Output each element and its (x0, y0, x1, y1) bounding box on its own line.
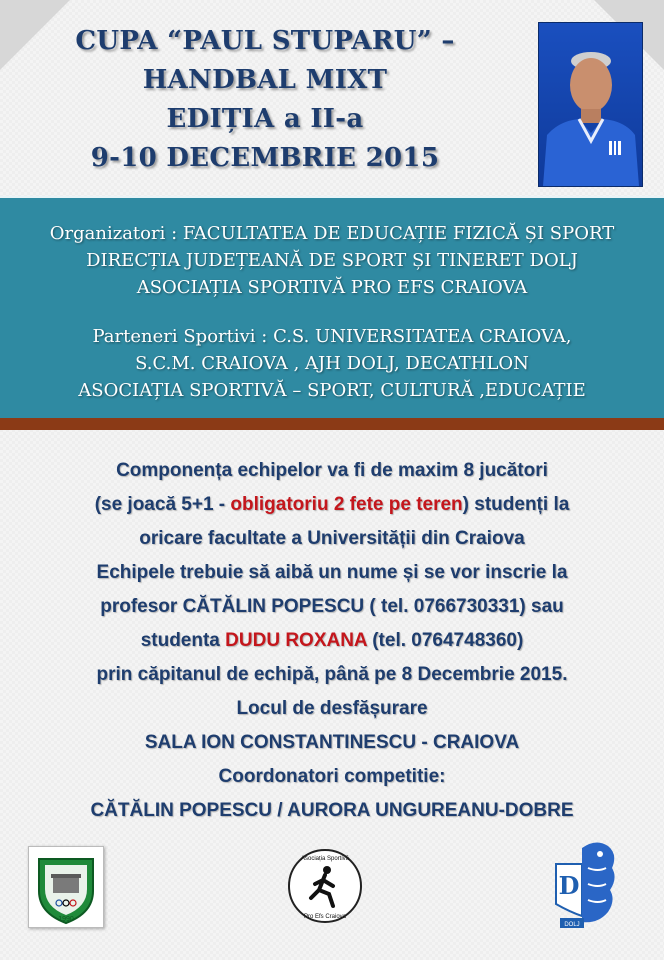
info-line-9: SALA ION CONSTANTINESCU - CRAIOVA (144, 732, 520, 753)
info-line-4: Echipele trebuie să aibă un nume și se vor inscrie la (96, 562, 568, 583)
lion-crest-icon (552, 838, 620, 932)
info-highlight-girls: obligatoriu 2 fete pe teren (230, 494, 463, 515)
partners-line-1: Parteneri Sportivi : C.S. UNIVERSITATEA CRAIOVA, (92, 326, 572, 347)
info-highlight-student: DUDU ROXANA (225, 630, 367, 651)
organizers-line-1: Organizatori : FACULTATEA DE EDUCAȚIE FIZICĂ ȘI SPORT (49, 223, 615, 244)
portrait-photo (538, 22, 643, 187)
portrait-illustration (539, 23, 642, 186)
title-line-4: 9-10 DECEMBRIE 2015 (90, 143, 440, 173)
dolj-logo-text: DOLJ (564, 922, 580, 928)
info-line-3: oricare facultate a Universității din Craiova (139, 528, 525, 549)
info-line-7: prin căpitanul de echipă, până pe 8 Decembrie 2015. (96, 664, 568, 685)
organizers-line-2: DIRECȚIA JUDEȚEANĂ DE SPORT ȘI TINERET DOLJ (86, 250, 578, 271)
title-line-3: EDIȚIA a II-a (166, 104, 364, 134)
organizers-partners-text (0, 220, 664, 404)
title-line-1: CUPA “PAUL STUPARU” – (75, 26, 455, 56)
svg-text:D: D (558, 871, 580, 900)
pro-efs-top-text: Asociația Sportivă (300, 856, 350, 862)
title-line-2: HANDBAL MIXT (142, 65, 388, 95)
poster-title (0, 22, 530, 178)
partners-line-2: S.C.M. CRAIOVA , AJH DOLJ, DECATHLON (135, 353, 529, 374)
info-line-2: (se joacă 5+1 - obligatoriu 2 fete pe teren) studenți la (94, 494, 570, 515)
pro-efs-logo (287, 848, 363, 924)
competition-info (0, 454, 664, 828)
faculty-shield-icon (29, 847, 103, 927)
faculty-logo (28, 846, 104, 928)
info-line-1: Componența echipelor va fi de maxim 8 jucători (116, 460, 548, 481)
dolj-handball-logo (552, 838, 620, 932)
info-line-10: Coordonatori competitie: (218, 766, 446, 787)
divider-stripe (0, 418, 664, 430)
info-line-6: studenta DUDU ROXANA (tel. 0764748360) (140, 630, 524, 651)
info-line-5: profesor CĂTĂLIN POPESCU ( tel. 0766730331) sau (100, 596, 564, 617)
organizers-line-3: ASOCIAȚIA SPORTIVĂ PRO EFS CRAIOVA (136, 277, 528, 298)
pro-efs-bottom-text: Pro Efs Craiova (303, 914, 347, 920)
partners-line-3: ASOCIAȚIA SPORTIVĂ – SPORT, CULTURĂ ,EDUCAȚIE (78, 380, 586, 401)
runner-badge-icon (287, 848, 363, 924)
info-line-11: CĂTĂLIN POPESCU / AURORA UNGUREANU-DOBRE (90, 800, 574, 821)
faculty-logo-year: 1990 (58, 916, 74, 923)
info-line-8: Locul de desfășurare (236, 698, 428, 719)
